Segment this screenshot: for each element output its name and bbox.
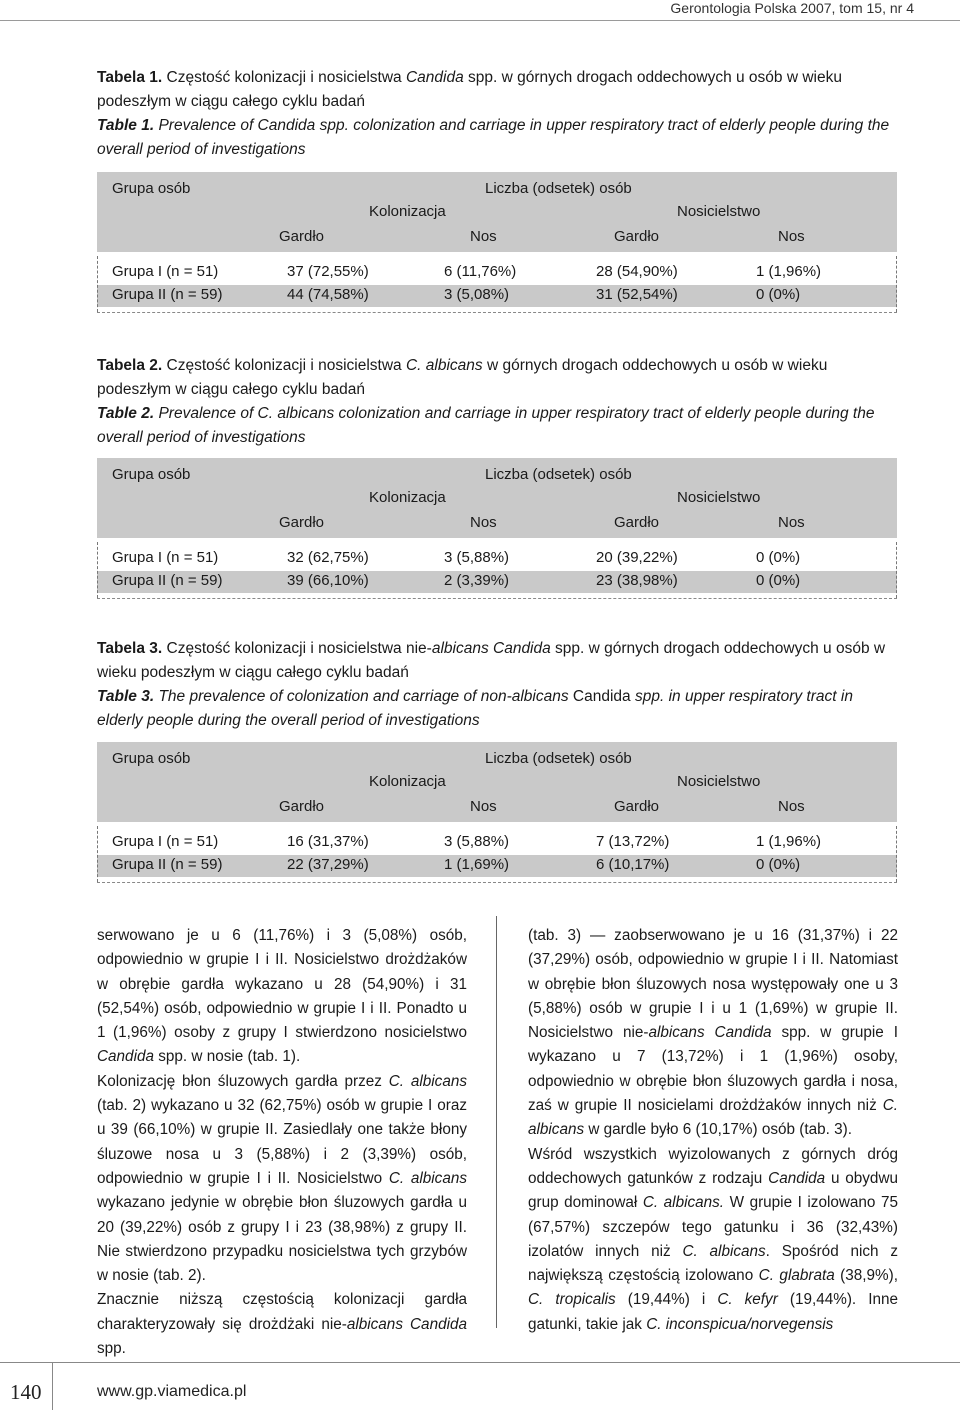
cell-value: 1 (1,96%) bbox=[756, 263, 822, 280]
text-run: w gardle było 6 (10,17%) osób (tab. 3). bbox=[584, 1121, 852, 1139]
caption-text-italic: C. albicans bbox=[405, 357, 483, 374]
caption-text: Częstość kolonizacji i nosicielstwa nie- bbox=[166, 640, 432, 657]
cell-value: 3 (5,88%) bbox=[444, 549, 510, 566]
header-group: Grupa osób bbox=[112, 180, 191, 197]
cell-value: 2 (3,39%) bbox=[444, 572, 510, 589]
header-kolonizacja: Kolonizacja bbox=[369, 203, 446, 220]
text-run: Znacznie niższą częstością kolonizacji gardła charakteryzowały się drożdżaki nie- bbox=[97, 1291, 467, 1333]
cell-value: 20 (39,22%) bbox=[596, 549, 678, 566]
text-run: u obydwu grup dominował bbox=[528, 1169, 898, 1212]
caption-text: Prevalence of C. albicans colonization and carriage in upper respiratory tract of elderly people during the overall period of investigations bbox=[97, 405, 875, 446]
caption-text: Częstość kolonizacji i nosicielstwa bbox=[166, 357, 406, 374]
footer-rule bbox=[0, 1362, 960, 1363]
text-run: spp. w grupie I wykazano u 7 (13,72%) i 1 (1,96%) osoby, odpowiednio w obrębie błon śluzowych gardła i nosa, zaś w grupie II nosicielami drożdżaków innych niż bbox=[528, 1024, 899, 1115]
text-run-italic: C. albicans. bbox=[642, 1194, 725, 1212]
dashed-border bbox=[97, 542, 98, 598]
header-group: Grupa osób bbox=[112, 466, 191, 483]
table-row bbox=[97, 855, 897, 877]
header-col-nos: Nos bbox=[470, 798, 497, 815]
header-col-nos: Nos bbox=[778, 798, 805, 815]
text-run: wykazano jedynie w obrębie błon śluzowych gardła u 20 (39,22%) osób z grupy I i 23 (38,98%) z grupy II. Nie stwierdzono przypadku nosicielstwa tych grzybów w nosie (tab. 2). bbox=[97, 1194, 467, 1285]
text-run: serwowano je u 6 (11,76%) i 3 (5,08%) osób, odpowiednio w grupie I i II. Nosicielstwo drożdżaków w obrębie gardła wykazano u 28 (54,90%) i 31 (52,54%) osób, odpowiednio w grupie I i II. Ponadto u 1 (1,96%) osoby z grupy I stwierdzono nosicielstwo bbox=[97, 927, 467, 1042]
paragraph bbox=[528, 1143, 898, 1337]
footer-url: www.gp.viamedica.pl bbox=[97, 1383, 247, 1400]
table-2-caption-en bbox=[97, 402, 897, 450]
text-run-italic: Candida bbox=[97, 1048, 154, 1066]
cell-value: 28 (54,90%) bbox=[596, 263, 678, 280]
table-1-caption-en bbox=[97, 114, 897, 162]
table-1-label-pl: Tabela 1. bbox=[97, 69, 163, 86]
cell-group: Grupa I (n = 51) bbox=[112, 549, 219, 566]
body-column-left bbox=[97, 924, 467, 1361]
cell-value: 32 (62,75%) bbox=[287, 549, 369, 566]
header-col-gardlo: Gardło bbox=[279, 514, 325, 531]
text-run: (tab. 3) — zaobserwowano je u 16 (31,37%) i 22 (37,29%) osób, odpowiednio w grupie I i II. Natomiast w obrębie błon śluzowych nosa występowały one u 3 (5,88%) osób w grupie I i u 1 (1,69%) w grupie II. Nosicielstwo nie- bbox=[528, 927, 898, 1042]
table-2-label-pl: Tabela 2. bbox=[97, 357, 163, 374]
dashed-border bbox=[97, 256, 98, 312]
text-run-italic: C. tropicalis bbox=[528, 1291, 616, 1309]
header-nosicielstwo: Nosicielstwo bbox=[677, 489, 761, 506]
caption-text: The prevalence of colonization and carriage of non-albicans bbox=[158, 688, 573, 705]
header-count: Liczba (odsetek) osób bbox=[485, 466, 632, 483]
dashed-border bbox=[896, 826, 897, 882]
caption-text-italic: albicans Candida bbox=[431, 640, 551, 657]
cell-value: 22 (37,29%) bbox=[287, 856, 369, 873]
header-col-gardlo: Gardło bbox=[279, 228, 325, 245]
dashed-border bbox=[896, 542, 897, 598]
table-1-label-en: Table 1. bbox=[97, 117, 155, 134]
text-run-italic: albicans Candida bbox=[648, 1024, 772, 1042]
header-col-gardlo: Gardło bbox=[614, 798, 660, 815]
cell-value: 31 (52,54%) bbox=[596, 286, 678, 303]
header-rule bbox=[0, 20, 960, 21]
header-col-nos: Nos bbox=[778, 514, 805, 531]
caption-text-italic: Candida bbox=[405, 69, 464, 86]
caption-text: Częstość kolonizacji i nosicielstwa bbox=[166, 69, 406, 86]
header-col-gardlo: Gardło bbox=[279, 798, 325, 815]
cell-value: 0 (0%) bbox=[756, 856, 801, 873]
body-column-right bbox=[528, 924, 898, 1337]
dashed-border bbox=[97, 598, 897, 599]
text-run: spp. bbox=[97, 1340, 126, 1358]
caption-text: spp. w górnych drogach oddechowych u osób w wieku podeszłym w ciągu całego cyklu badań bbox=[97, 640, 886, 681]
table-header bbox=[97, 742, 897, 822]
cell-value: 39 (66,10%) bbox=[287, 572, 369, 589]
cell-value: 16 (31,37%) bbox=[287, 833, 369, 850]
caption-text: w górnych drogach oddechowych u osób w wieku podeszłym w ciągu całego cyklu badań bbox=[97, 357, 828, 398]
column-divider bbox=[496, 916, 497, 1328]
paragraph bbox=[97, 924, 467, 1070]
cell-group: Grupa I (n = 51) bbox=[112, 263, 219, 280]
cell-value: 6 (11,76%) bbox=[444, 263, 517, 280]
paragraph bbox=[97, 1288, 467, 1361]
dashed-border bbox=[97, 882, 897, 883]
paragraph bbox=[528, 924, 898, 1143]
header-col-nos: Nos bbox=[778, 228, 805, 245]
cell-value: 23 (38,98%) bbox=[596, 572, 678, 589]
text-run: . Spośród nich z największą częstością izolowano bbox=[528, 1242, 899, 1285]
table-header bbox=[97, 172, 897, 252]
cell-group: Grupa I (n = 51) bbox=[112, 833, 219, 850]
text-run-italic: C. albicans bbox=[682, 1242, 766, 1260]
cell-value: 6 (10,17%) bbox=[596, 856, 670, 873]
table-row bbox=[97, 571, 897, 593]
cell-group: Grupa II (n = 59) bbox=[112, 856, 223, 873]
table-3-caption-en bbox=[97, 685, 897, 733]
text-run-italic: Candida bbox=[768, 1169, 826, 1187]
text-run: spp. w nosie (tab. 1). bbox=[153, 1048, 301, 1066]
header-group: Grupa osób bbox=[112, 750, 191, 767]
cell-value: 0 (0%) bbox=[756, 286, 801, 303]
table-row bbox=[97, 832, 897, 854]
cell-value: 0 (0%) bbox=[756, 549, 801, 566]
header-kolonizacja: Kolonizacja bbox=[369, 773, 446, 790]
header-count: Liczba (odsetek) osób bbox=[485, 750, 632, 767]
table-1-caption-pl bbox=[97, 66, 897, 114]
paragraph bbox=[97, 1070, 467, 1289]
header-nosicielstwo: Nosicielstwo bbox=[677, 203, 761, 220]
cell-value: 3 (5,08%) bbox=[444, 286, 510, 303]
header-kolonizacja: Kolonizacja bbox=[369, 489, 446, 506]
table-3-label-en: Table 3. bbox=[97, 688, 155, 705]
dashed-border bbox=[97, 826, 98, 882]
text-run-italic: C. kefyr bbox=[717, 1291, 778, 1309]
cell-value: 44 (74,58%) bbox=[287, 286, 369, 303]
text-run: Kolonizację błon śluzowych gardła przez bbox=[97, 1072, 389, 1090]
cell-value: 37 (72,55%) bbox=[287, 263, 369, 280]
table-3-caption-pl bbox=[97, 637, 897, 685]
cell-value: 1 (1,69%) bbox=[444, 856, 510, 873]
text-run: Wśród wszystkich wyizolowanych z górnych dróg oddechowych gatunków z rodzaju bbox=[528, 1145, 898, 1187]
text-run-italic: C. albicans bbox=[388, 1072, 467, 1090]
caption-text: spp. in upper respiratory tract in elderly people during the overall period of investigations bbox=[97, 688, 853, 729]
header-count: Liczba (odsetek) osób bbox=[485, 180, 632, 197]
header-col-nos: Nos bbox=[470, 514, 497, 531]
dashed-border bbox=[97, 312, 897, 313]
table-row bbox=[97, 262, 897, 284]
table-row bbox=[97, 548, 897, 570]
table-2-caption-pl bbox=[97, 354, 897, 402]
cell-group: Grupa II (n = 59) bbox=[112, 572, 223, 589]
text-run: W grupie I izolowano 75 (67,57%) szczepów tego gatunku i 36 (32,43%) izolatów innych niż bbox=[528, 1194, 898, 1260]
header-col-gardlo: Gardło bbox=[614, 228, 660, 245]
text-run-italic: C. albicans bbox=[528, 1097, 898, 1139]
dashed-border bbox=[896, 256, 897, 312]
caption-text: spp. w górnych drogach oddechowych u osób w wieku podeszłym w ciągu całego cyklu badań bbox=[97, 69, 842, 110]
running-head: Gerontologia Polska 2007, tom 15, nr 4 bbox=[670, 0, 914, 16]
cell-value: 7 (13,72%) bbox=[596, 833, 670, 850]
page-number: 140 bbox=[10, 1380, 42, 1404]
cell-value: 0 (0%) bbox=[756, 572, 801, 589]
header-col-gardlo: Gardło bbox=[614, 514, 660, 531]
text-run: (19,44%). Inne gatunki, takie jak bbox=[528, 1291, 898, 1333]
text-run-italic: C. glabrata bbox=[758, 1267, 835, 1285]
caption-text: Prevalence of Candida spp. colonization and carriage in upper respiratory tract of elderly people during the overall period of investigations bbox=[97, 117, 890, 158]
footer-divider bbox=[52, 1362, 53, 1410]
caption-text-roman: Candida bbox=[572, 688, 631, 705]
table-3-label-pl: Tabela 3. bbox=[97, 640, 163, 657]
cell-value: 3 (5,88%) bbox=[444, 833, 510, 850]
header-nosicielstwo: Nosicielstwo bbox=[677, 773, 761, 790]
cell-group: Grupa II (n = 59) bbox=[112, 286, 223, 303]
text-run-italic: C. inconspicua/norvegensis bbox=[646, 1315, 834, 1333]
text-run-italic: C. albicans bbox=[388, 1169, 467, 1187]
cell-value: 1 (1,96%) bbox=[756, 833, 822, 850]
table-header bbox=[97, 458, 897, 538]
header-col-nos: Nos bbox=[470, 228, 497, 245]
text-run: (38,9%), bbox=[834, 1267, 898, 1285]
text-run: (19,44%) i bbox=[615, 1291, 718, 1309]
table-row bbox=[97, 285, 897, 307]
table-2-label-en: Table 2. bbox=[97, 405, 155, 422]
text-run: (tab. 2) wykazano u 32 (62,75%) osób w grupie I oraz u 39 (66,10%) w grupie II. Zasiedlały one także błony śluzowe nosa u 3 (5,88%) i 2 (3,39%) osób, odpowiednio w grupie I i II. Nosicielstwo bbox=[97, 1097, 467, 1187]
text-run-italic: albicans Candida bbox=[346, 1315, 467, 1333]
